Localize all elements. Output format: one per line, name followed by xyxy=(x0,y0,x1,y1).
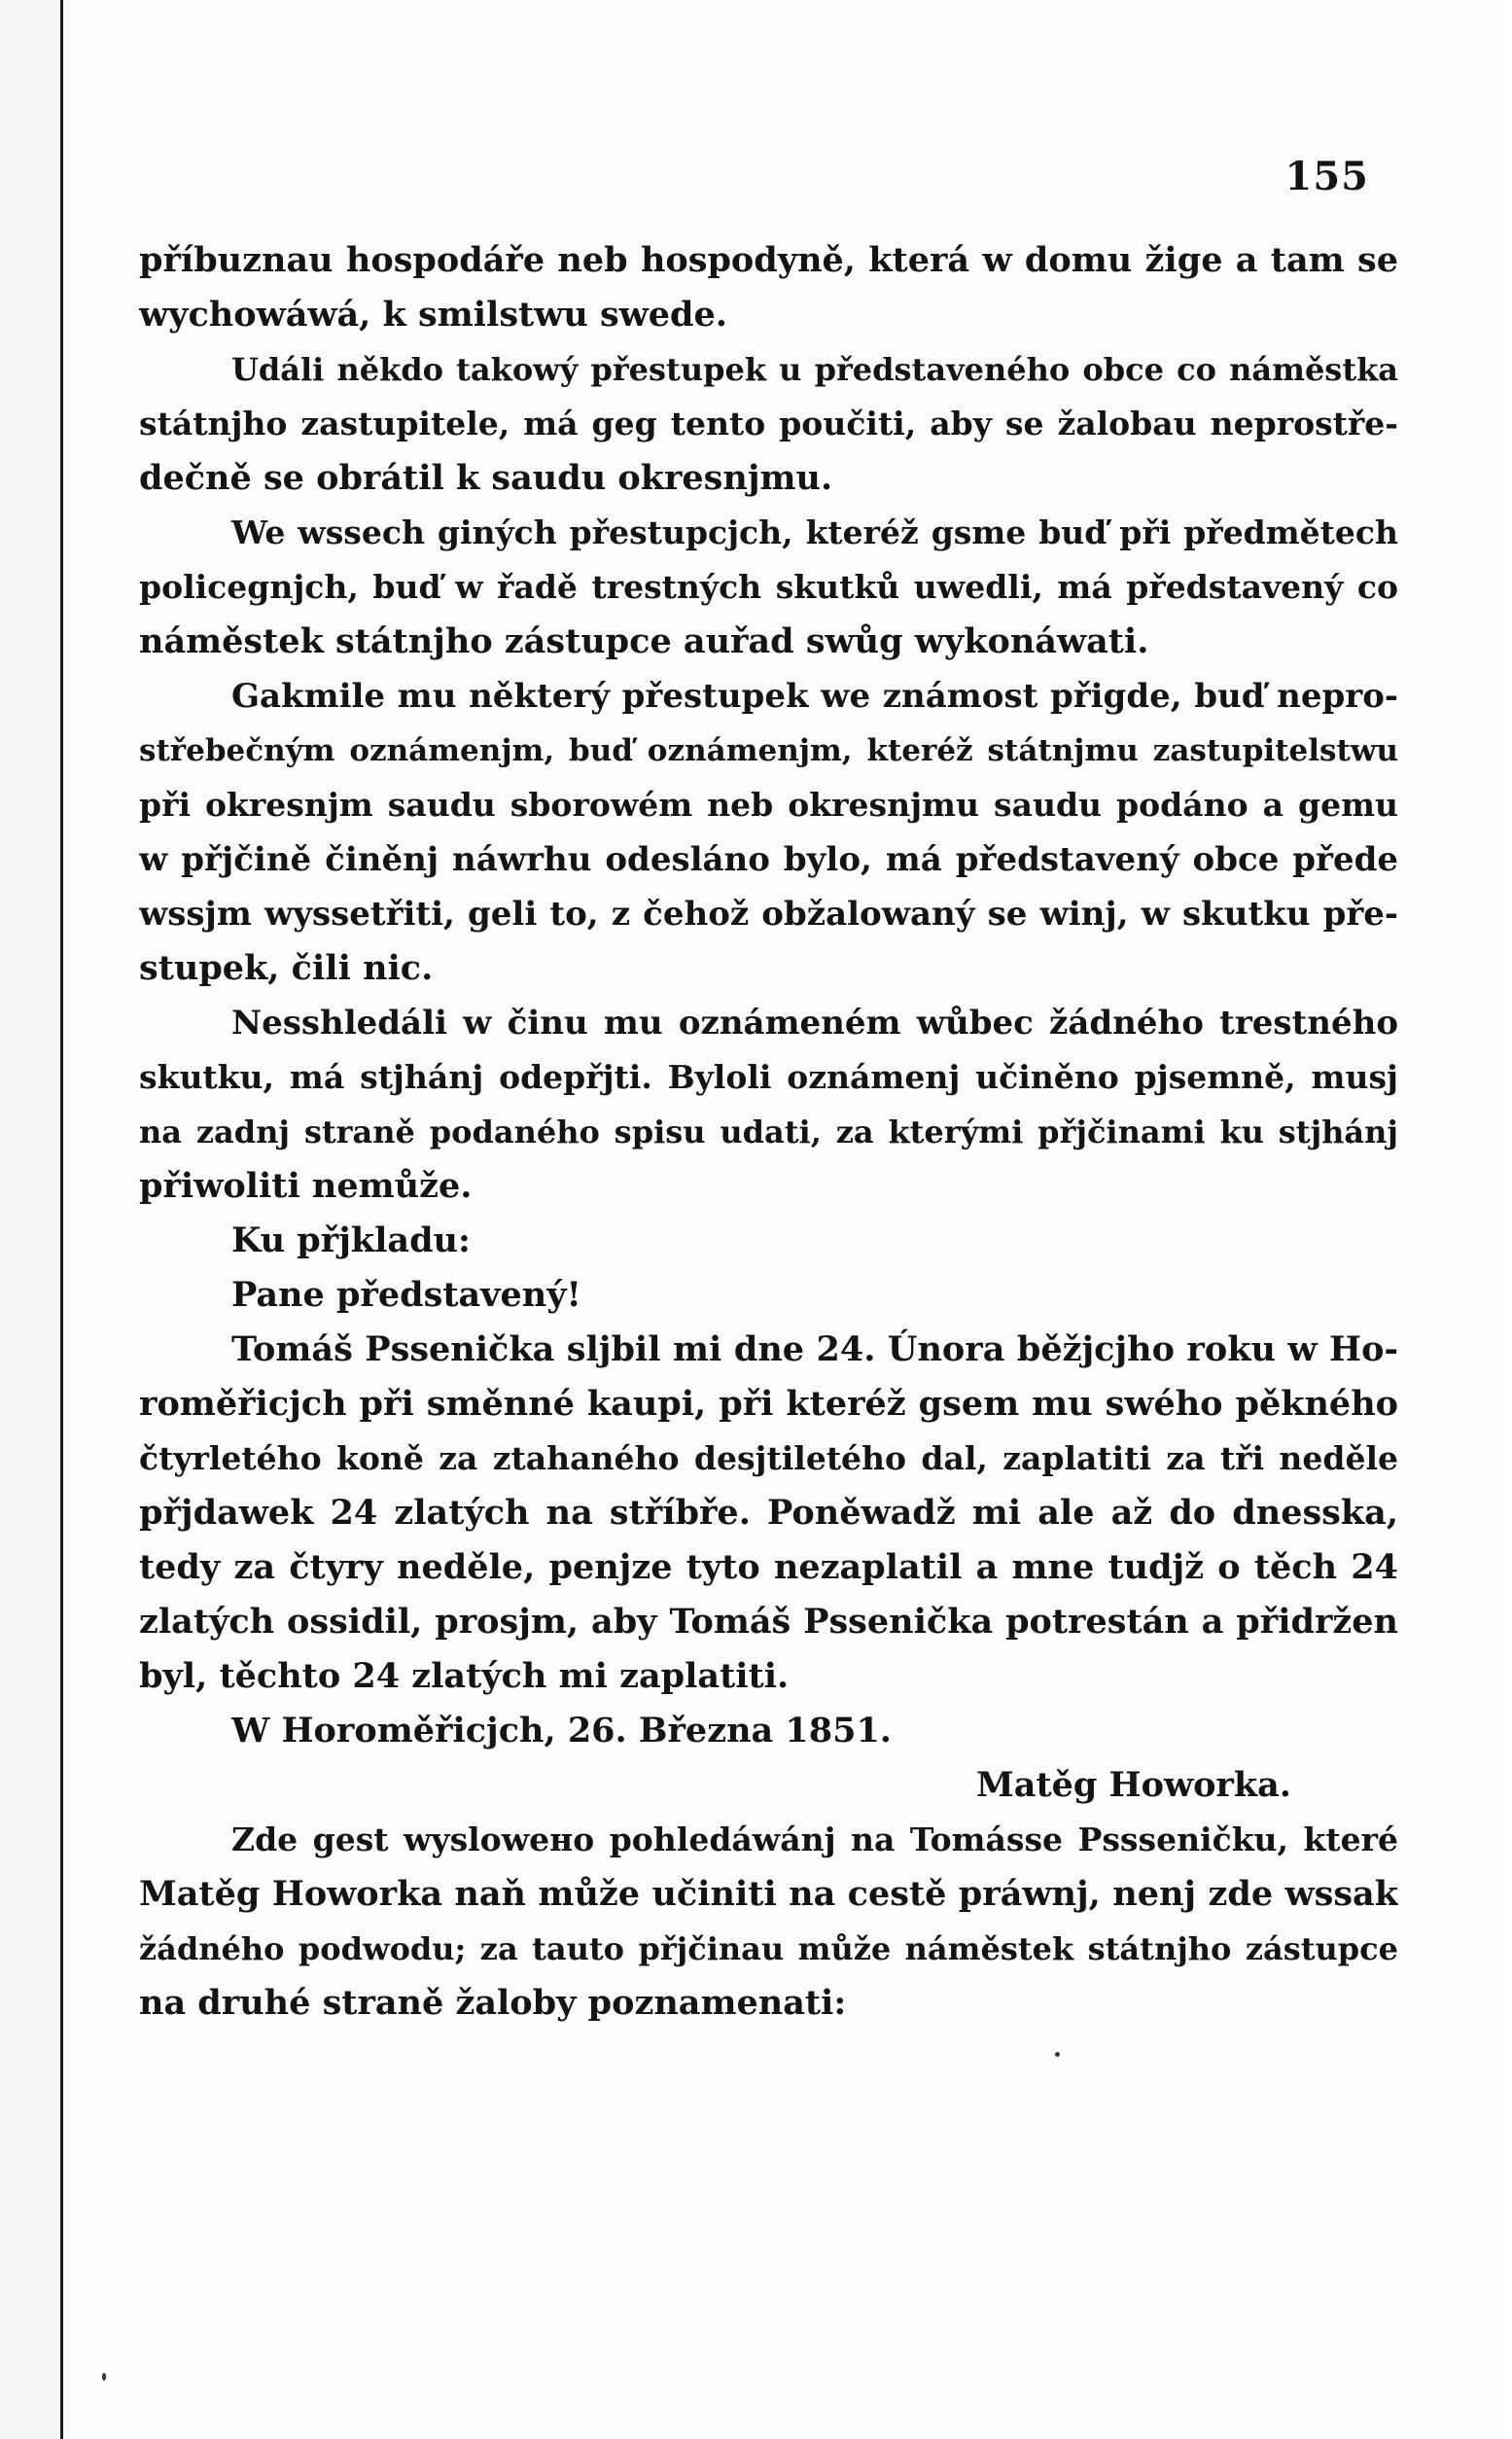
text-line: při okresnjm saudu sborowém neb okresnjmu saudu podáno a gemu xyxy=(139,786,1398,824)
text-line: příbuznau hospodáře neb hospodyně, která w domu žige a tam se xyxy=(139,240,1398,280)
text-line: Pane představený! xyxy=(231,1275,581,1315)
text-line: Tomáš Pssenička sljbil mi dne 24. Února běžjcjho roku w Ho- xyxy=(231,1329,1398,1369)
adjacent-page-strip xyxy=(0,0,60,2439)
book-page xyxy=(60,0,1505,2439)
text-line: Matěg Howorka. xyxy=(976,1765,1291,1805)
text-line: W Horoměřicjch, 26. Března 1851. xyxy=(231,1711,892,1750)
text-line: w přjčině činěnj náwrhu odesláno bylo, má představený obce předе xyxy=(139,840,1398,879)
paper-speck xyxy=(102,2373,106,2381)
text-line: wychowáwá, k smilstwu swede. xyxy=(139,295,727,335)
text-line: byl, těchto 24 zlatých mi zaplatiti. xyxy=(139,1656,790,1696)
text-line: přjdawek 24 zlatých na stříbře. Poněwadž mi ale až do dnesska, xyxy=(139,1493,1398,1533)
text-line: skutku, má stjhánj odepřjti. Byloli oznámenj učiněno pjsemně, musj xyxy=(139,1058,1398,1096)
text-line: na druhé straně žaloby poznamenati: xyxy=(139,1983,847,2023)
text-line: střebečným oznámenjm, buď oznámenjm, kteréž státnjmu zastupitelstwu xyxy=(139,733,1398,768)
text-line: policegnjch, buď w řadě trestných skutků uwedli, má představený co xyxy=(139,568,1398,606)
text-line: Matěg Howorka naň může učiniti na cestě práwnj, nenj zde wssak xyxy=(139,1874,1398,1914)
text-line: roměřicjch při směnné kaupi, při kteréž gsem mu swého pěkného xyxy=(139,1384,1398,1424)
text-line: Ku přjkladu: xyxy=(231,1220,471,1260)
text-line: žádného podwodu; za tauto přjčinau může náměstek státnjho zástupce xyxy=(139,1930,1398,1967)
text-line: náměstek státnjho zástupce auřad swůg wykonáwati. xyxy=(139,621,1149,661)
text-line: Zde gest wyslowено pohledáwánj na Tomásse Pssseničku, které xyxy=(231,1820,1398,1858)
text-line: státnjho zastupitele, má geg tento poučiti, aby se žalobau neprostře- xyxy=(139,405,1398,442)
text-line: na zadnj straně podaného spisu udati, za kterými přjčinami ku stjhánj xyxy=(139,1113,1398,1150)
text-line: dečně se obrátil k saudu okresnjmu. xyxy=(139,458,833,498)
text-line: tedy za čtyry neděle, penjze tyto nezaplatil a mne tudjž o těch 24 xyxy=(139,1547,1398,1587)
text-line: stupek, čili nic. xyxy=(139,948,434,988)
text-line: přiwoliti nemůže. xyxy=(139,1166,473,1206)
text-line: zlatých ossidil, prosjm, aby Tomáš Pssenička potrestán a přidržen xyxy=(139,1602,1398,1642)
page-number: 155 xyxy=(1284,154,1369,199)
text-line: Nesshledáli w činu mu oznámeném wůbec žádného trestného xyxy=(231,1004,1398,1043)
text-line: Gakmile mu některý přestupek we známost přigde, buď nepro- xyxy=(231,677,1398,716)
page-body-text xyxy=(139,233,1398,2031)
text-line: We wssech giných přestupcjch, kteréž gsme buď při předmětech xyxy=(231,513,1398,551)
paper-speck xyxy=(1055,2052,1060,2057)
text-line: čtyrletého koně za ztahaného desjtiletého dal, zaplatiti za tři neděle xyxy=(139,1439,1398,1477)
text-line: Událi někdo takowý přestupek u představeného obce co náměstka xyxy=(231,351,1398,388)
text-line: wssjm wyssetřiti, geli to, z čehož obžalowaný se winj, w skutku pře- xyxy=(139,895,1398,934)
